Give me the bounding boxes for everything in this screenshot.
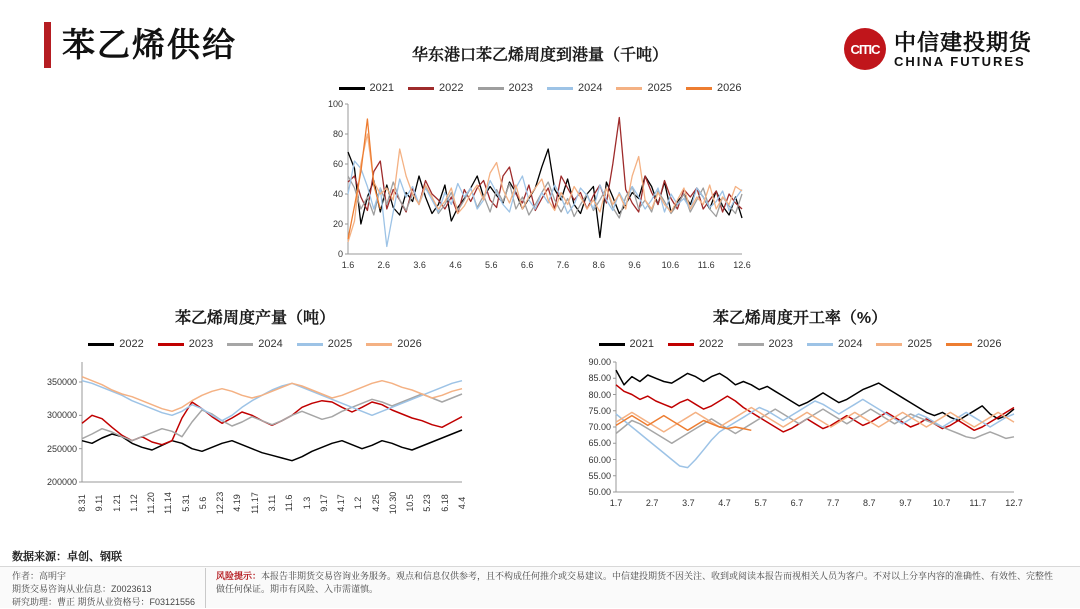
legend-label-2026: 2026 [976, 338, 1002, 350]
legend-swatch-2026 [366, 343, 392, 346]
legend-label-2026: 2026 [397, 338, 422, 350]
legend-swatch-2023 [738, 343, 764, 346]
logo-mark-text: CITIC [850, 41, 880, 57]
x-axis-tick-label: 5.23 [422, 494, 433, 512]
x-axis-tick-label: 12.6 [733, 260, 751, 270]
y-axis-tick-label: 100 [327, 99, 343, 109]
series-line-2022 [82, 430, 462, 461]
x-axis-tick-label: 10.7 [932, 498, 951, 508]
legend-output [20, 338, 490, 350]
x-axis-tick-label: 2.6 [377, 260, 391, 270]
risk-text: 本报告非期货交易咨询业务服务。观点和信息仅供参考，且不构成任何推介或交易建议。中信建投期货不因关注、收到或阅读本报告而视相关人员为客户。不对以上分享内容的准确性、有效性、完整性做任何保证。期市有风险、入市需谨慎。 [216, 571, 1054, 594]
plot-svg [30, 356, 470, 486]
y-axis-tick-label: 20 [332, 219, 343, 229]
legend-swatch-2022 [408, 87, 434, 90]
x-axis-tick-label: 4.25 [370, 494, 381, 512]
y-axis-tick-label: 85.00 [588, 373, 611, 384]
x-axis-tick-label: 5.6 [197, 496, 208, 510]
x-axis-tick-label: 9.7 [899, 498, 912, 508]
legend-swatch-2021 [599, 343, 625, 346]
x-axis-tick-label: 4.17 [336, 494, 347, 512]
plot-rate [572, 356, 1040, 510]
author-name: 作者：高明宇 [12, 571, 67, 581]
legend-item-2024 [807, 338, 862, 350]
series-line-2024 [348, 161, 742, 247]
x-axis-tick-label: 6.18 [439, 494, 450, 512]
footer-author-block [12, 570, 195, 609]
legend-swatch-2026 [686, 87, 712, 90]
x-axis-ticks [320, 258, 780, 272]
y-axis-tick-label: 40 [332, 189, 343, 199]
y-axis-tick-label: 65.00 [588, 438, 611, 449]
x-axis-tick-label: 1.6 [341, 260, 355, 270]
legend-label-2023: 2023 [768, 338, 793, 350]
legend-swatch-2025 [876, 343, 902, 346]
footer-vertical-divider [205, 568, 206, 608]
y-axis-tick-label: 80.00 [588, 389, 611, 400]
x-axis-tick-label: 1.12 [128, 494, 139, 512]
x-axis-tick-label: 11.17 [249, 492, 260, 514]
x-axis-tick-label: 3.11 [267, 494, 277, 512]
legend-swatch-2025 [616, 87, 642, 90]
legend-item-2023 [158, 338, 213, 350]
legend-label-2021: 2021 [629, 338, 655, 350]
y-axis-tick-label: 75.00 [588, 405, 611, 416]
y-axis-tick-label: 70.00 [588, 422, 611, 432]
x-axis-tick-label: 7.6 [556, 260, 570, 270]
y-axis-tick-label: 0 [337, 249, 343, 259]
legend-swatch-2021 [339, 87, 365, 90]
legend-item-2021 [339, 82, 394, 94]
y-axis-tick-label: 300000 [46, 410, 77, 421]
footer-risk-block [216, 570, 1062, 596]
x-axis-tick-label: 10.30 [387, 491, 398, 515]
plot-arrival [320, 98, 780, 272]
legend-swatch-2023 [478, 87, 504, 90]
x-axis-tick-label: 7.7 [826, 498, 840, 508]
chart-title-arrival: 华东港口苯乙烯周度到港量（千吨） [411, 47, 668, 64]
x-axis-tick-label: 9.11 [94, 494, 105, 512]
legend-label-2025: 2025 [907, 338, 932, 350]
logo-chinese-name: 中信建投期货 [894, 30, 1033, 55]
x-axis-tick-label: 8.6 [592, 260, 605, 270]
x-axis-tick-label: 8.7 [863, 498, 876, 508]
chart-arrival-volume [300, 78, 780, 278]
x-axis-tick-label: 11.20 [146, 492, 157, 514]
legend-label-2022: 2022 [439, 82, 464, 94]
legend-arrival [300, 82, 780, 94]
legend-swatch-2024 [227, 343, 253, 346]
legend-label-2025: 2025 [327, 338, 353, 350]
x-axis-tick-label: 5.7 [754, 498, 767, 508]
legend-label-2023: 2023 [508, 82, 533, 94]
x-axis-tick-label: 6.6 [520, 260, 534, 270]
legend-label-2024: 2024 [838, 338, 863, 350]
legend-swatch-2024 [807, 343, 833, 346]
x-axis-ticks [30, 486, 490, 530]
plot-svg [572, 356, 1022, 496]
legend-swatch-2024 [547, 87, 573, 90]
logo-english-name: CHINA FUTURES [894, 54, 1026, 69]
x-axis-tick-label: 4.6 [449, 260, 462, 270]
legend-item-2026 [946, 338, 1001, 350]
legend-rate [560, 338, 1040, 350]
legend-item-2026 [686, 82, 741, 94]
x-axis-tick-label: 4.4 [457, 496, 467, 510]
legend-label-2022: 2022 [119, 338, 144, 350]
legend-item-2025 [876, 338, 931, 350]
x-axis-tick-label: 1.21 [111, 494, 122, 512]
x-axis-tick-label: 5.6 [485, 260, 498, 270]
y-axis-tick-label: 80 [332, 129, 343, 139]
risk-label: 风险提示： [216, 571, 262, 581]
x-axis-tick-label: 10.5 [405, 494, 416, 512]
series-line-2021 [616, 370, 1014, 420]
legend-swatch-2023 [158, 343, 184, 346]
x-axis-tick-label: 1.7 [609, 498, 623, 508]
x-axis-tick-label: 12.7 [1005, 498, 1023, 508]
legend-item-2022 [88, 338, 143, 350]
x-axis-tick-label: 5.31 [180, 494, 191, 512]
legend-swatch-2022 [668, 343, 694, 346]
x-axis-tick-label: 12.23 [215, 491, 226, 515]
legend-item-2022 [408, 82, 463, 94]
x-axis-ticks [572, 496, 1040, 510]
x-axis-tick-label: 2.7 [645, 498, 659, 508]
legend-swatch-2022 [88, 343, 114, 346]
footer-divider [0, 566, 1080, 567]
y-axis-tick-label: 55.00 [588, 470, 611, 481]
x-axis-tick-label: 11.14 [163, 492, 174, 514]
legend-label-2026: 2026 [716, 82, 742, 94]
legend-label-2024: 2024 [578, 82, 603, 94]
y-axis-tick-label: 50.00 [588, 487, 611, 497]
page-title: 苯乙烯供给 [62, 26, 237, 63]
legend-label-2024: 2024 [258, 338, 283, 350]
legend-item-2021 [599, 338, 654, 350]
series-line-2025 [348, 134, 742, 242]
assistant-license: 研究助理：曹正 期货从业资格号：F03121556 [12, 597, 196, 607]
legend-swatch-2026 [946, 343, 972, 346]
x-axis-tick-label: 9.17 [318, 494, 329, 512]
x-axis-tick-label: 4.19 [232, 494, 243, 512]
data-source-note: 数据来源：卓创、钢联 [12, 551, 122, 563]
legend-item-2023 [738, 338, 793, 350]
legend-swatch-2025 [297, 343, 323, 346]
x-axis-tick-label: 3.7 [682, 498, 695, 508]
x-axis-tick-label: 10.6 [661, 260, 680, 270]
chart-operating-rate [560, 305, 1040, 545]
x-axis-tick-label: 11.6 [697, 260, 715, 270]
logo-mark-icon [844, 28, 886, 70]
y-axis-tick-label: 350000 [46, 377, 77, 387]
legend-item-2026 [366, 338, 421, 350]
x-axis-tick-label: 11.6 [284, 494, 295, 512]
legend-item-2023 [478, 82, 533, 94]
author-license: 期货交易咨询从业信息：Z0023613 [12, 584, 152, 594]
chart-title-output: 苯乙烯周度产量（吨） [174, 310, 335, 327]
chart-weekly-output [20, 305, 490, 545]
x-axis-tick-label: 4.7 [718, 498, 731, 508]
legend-label-2023: 2023 [188, 338, 214, 350]
legend-item-2025 [616, 82, 671, 94]
plot-svg [320, 98, 750, 258]
legend-label-2025: 2025 [647, 82, 672, 94]
y-axis-tick-label: 60.00 [588, 454, 611, 465]
legend-item-2024 [547, 82, 602, 94]
chart-title-rate: 苯乙烯周度开工率（%） [712, 310, 888, 327]
series-line-2024 [82, 394, 462, 441]
y-axis-tick-label: 250000 [46, 443, 77, 454]
x-axis-tick-label: 6.7 [790, 498, 804, 508]
series-line-2026 [82, 377, 462, 412]
legend-label-2021: 2021 [369, 82, 395, 94]
y-axis-tick-label: 60 [332, 159, 343, 169]
x-axis-tick-label: 9.6 [628, 260, 641, 270]
x-axis-tick-label: 8.31 [77, 494, 87, 512]
plot-output [30, 356, 490, 530]
x-axis-tick-label: 1.3 [301, 496, 312, 510]
legend-item-2022 [668, 338, 723, 350]
x-axis-tick-label: 1.2 [353, 496, 364, 510]
company-logo [844, 26, 1044, 74]
legend-item-2025 [297, 338, 352, 350]
x-axis-tick-label: 3.6 [413, 260, 426, 270]
x-axis-tick-label: 11.7 [969, 498, 987, 508]
legend-item-2024 [227, 338, 282, 350]
y-axis-tick-label: 200000 [46, 477, 77, 487]
y-axis-tick-label: 90.00 [588, 357, 611, 367]
series-line-2024 [616, 399, 1014, 467]
legend-label-2022: 2022 [699, 338, 724, 350]
plot-axes [82, 362, 462, 482]
